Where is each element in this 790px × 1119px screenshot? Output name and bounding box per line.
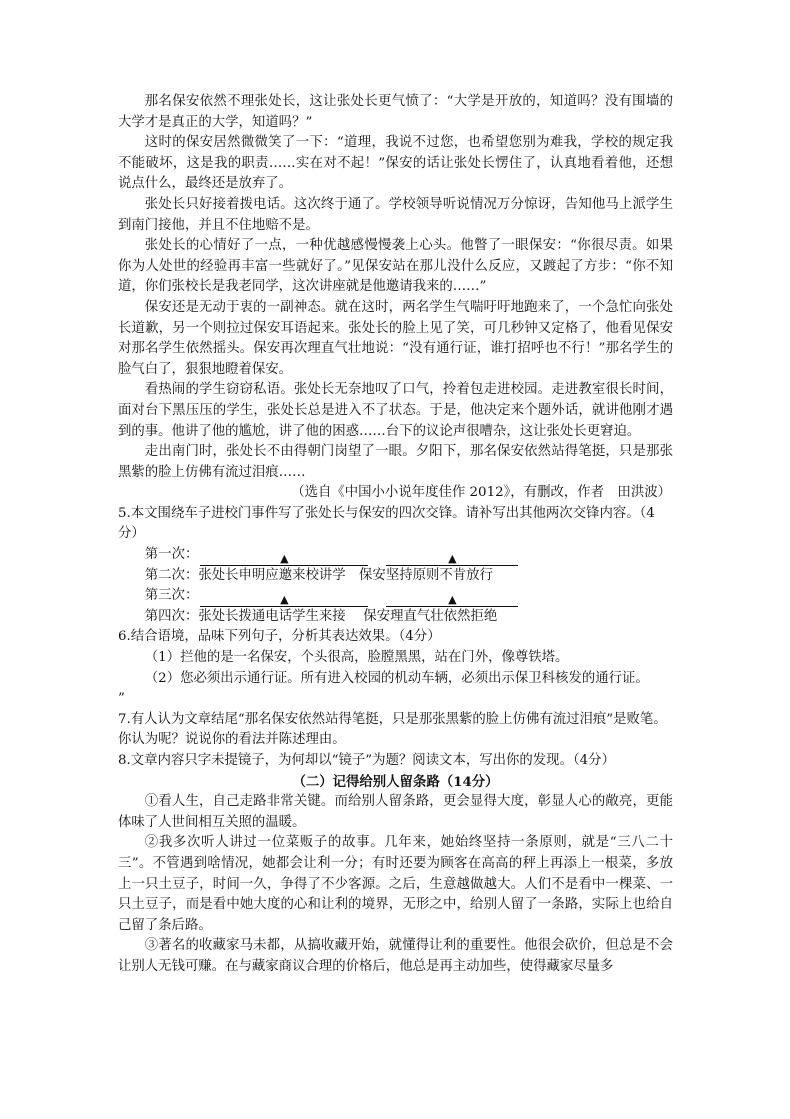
story-paragraph: 走出南门时，张处长不由得朝门岗望了一眼。夕阳下，那名保安依然站得笔挺，只是那张黑紫的脸上仿佛有流过泪痕……	[118, 444, 673, 480]
q5-row-1	[118, 545, 673, 566]
story-paragraph: 看热闹的学生窃窃私语。张处长无奈地叹了口气，拎着包走进校园。走进教室很长时间，面对台下黑压压的学生，张处长总是进入不了状态。于是，他决定来个题外话，就讲他刚才遇到的事。他讲了他的尴尬，讲了他的困惑……台下的议论声很嘈杂，这让张处长更窘迫。	[118, 382, 673, 439]
question-7: 7.有人认为文章结尾“那名保安依然站得笔挺，只是那张黑紫的脸上仿佛有流过泪痕”是败笔。你认为呢？说说你的看法并陈述理由。	[118, 711, 667, 748]
answer-blank[interactable]	[200, 592, 368, 607]
triangle-marker-icon: ▲	[280, 551, 289, 565]
story-paragraph: 这时的保安居然微微笑了一下：“道理，我说不过您，也希望您别为难我，学校的规定我不能破坏，这是我的职责……实在对不起！”保安的话让张处长愣住了，认真地看着他，还想说点什么，最终还是放弃了。	[118, 135, 673, 192]
q5-row-3	[118, 586, 673, 607]
triangle-marker-icon: ▲	[448, 592, 457, 606]
story-text	[118, 92, 673, 978]
q5-row-3-label: 第三次：	[144, 588, 199, 604]
q6-item-2: （2）您必须出示通行证。所有进入校园的机动车辆，必须出示保卫科核发的通行证。	[144, 670, 649, 686]
answer-blank[interactable]	[386, 592, 518, 607]
q5-row-1-label: 第一次：	[144, 547, 199, 563]
question-5-stem: 5.本文围绕车子进校门事件写了张处长与保安的四次交锋。请补写出其他两次交锋内容。（4分）	[118, 505, 655, 542]
answer-blank[interactable]	[386, 551, 518, 566]
triangle-marker-icon: ▲	[280, 592, 289, 606]
source-note: （选自《中国小小说年度佳作 2012》，有删改，作者 田洪波）	[291, 485, 671, 501]
q6-item-2-tail: ”	[118, 691, 125, 707]
question-8: 8.文章内容只字未提镜子，为何却以“镜子”为题？阅读文本，写出你的发现。（4分）	[118, 753, 615, 768]
q5-row-4: 第四次：张处长拨通电话学生来接 保安理直气壮依然拒绝	[144, 608, 498, 624]
q5-row-2: 第二次：张处长申明应邀来校讲学 保安坚持原则不肯放行	[144, 567, 493, 583]
story-paragraph: 张处长的心情好了一点，一种优越感慢慢袭上心头。他瞥了一眼保安：“你很尽责。如果你为人处世的经验再丰富一些就好了。”见保安站在那儿没什么反应，又踱起了方步：“你不知道，你们张校长是我老同学，这次讲座就是他邀请我来的……”	[118, 238, 673, 295]
section-title: （二）记得给别人留条路（14分）	[292, 773, 499, 790]
answer-blank[interactable]	[200, 551, 368, 566]
question-6-stem: 6.结合语境，品味下列句子，分析其表达效果。（4分）	[118, 629, 441, 645]
story-paragraph: 那名保安依然不理张处长，这让张处长更气愤了：“大学是开放的，知道吗？没有围墙的大学才是真正的大学，知道吗？”	[118, 94, 673, 130]
essay-paragraph: ③著名的收藏家马未都，从搞收藏开始，就懂得让利的重要性。他很会砍价，但总是不会让别人无钱可赚。在与藏家商议合理的价格后，他总是再主动加些，使得藏家尽量多	[118, 938, 673, 974]
story-paragraph: 保安还是无动于衷的一副神态。就在这时，两名学生气喘吁吁地跑来了，一个急忙向张处长道歉，另一个则拉过保安耳语起来。张处长的脸上见了笑，可几秒钟又定格了，他看见保安对那名学生依然摇头。保安再次理直气壮地说：“没有通行证，谁打招呼也不行！”那名学生的脸气白了，狠狠地瞪着保安。	[118, 299, 673, 377]
essay-paragraph: ①看人生，自己走路非常关键。而给别人留条路，更会显得大度，彰显人心的敞亮，更能体味了人世间相互关照的温暖。	[118, 794, 673, 830]
story-paragraph: 张处长只好接着拨电话。这次终于通了。学校领导听说情况万分惊讶，告知他马上派学生到南门接他，并且不住地赔不是。	[118, 196, 673, 233]
triangle-marker-icon: ▲	[448, 551, 457, 565]
essay-paragraph: ②我多次听人讲过一位菜贩子的故事。几年来，她始终坚持一条原则，就是“三八二十三”。不管遇到啥情况，她都会让利一分；有时还要为顾客在高高的秤上再添上一根菜，多放上一只土豆子，时间一久，争得了不少客源。之后，生意越做越大。人们不是看中一棵菜、一只土豆子，而是看中她大度的心和让利的境界，无形之中，给别人留了一条路，实际上也给自己留了条后路。	[118, 835, 673, 933]
q6-item-1: （1）拦他的是一名保安，个头很高，脸膛黑黑，站在门外，像尊铁塔。	[144, 650, 569, 666]
